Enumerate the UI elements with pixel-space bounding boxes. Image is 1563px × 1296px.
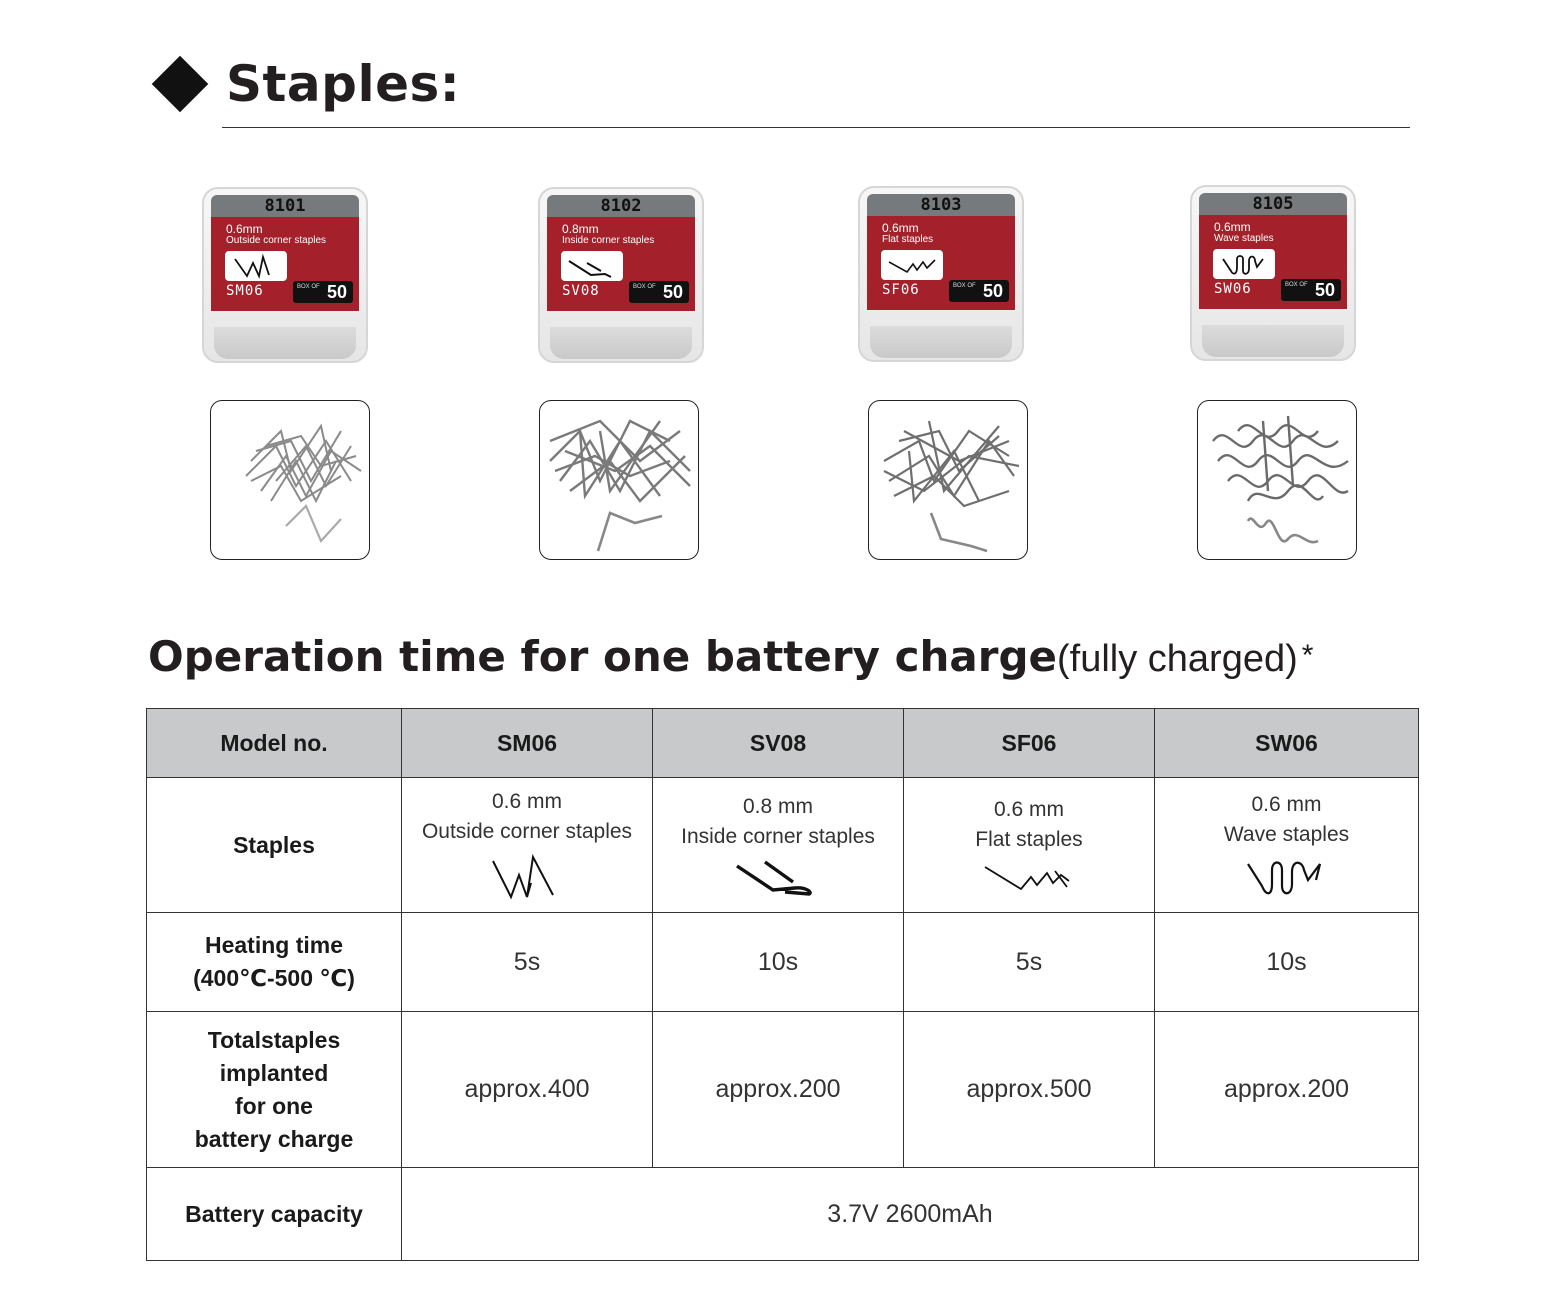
product-count: 50 bbox=[1314, 280, 1335, 300]
product-box-8105 bbox=[1190, 185, 1356, 361]
operation-time-table bbox=[146, 708, 1419, 1261]
header-model-no: Model no. bbox=[147, 709, 402, 778]
product-model: SW06 bbox=[1214, 281, 1252, 297]
table-row-heating bbox=[147, 913, 1419, 1012]
heating-sw06: 10s bbox=[1155, 913, 1419, 1012]
table-title-main: Operation time for one battery charge bbox=[148, 632, 1057, 681]
product-code: 8101 bbox=[211, 195, 359, 217]
staple-type: Inside corner staples bbox=[681, 825, 875, 848]
staple-cell-sm06 bbox=[402, 778, 653, 913]
wave-staple-icon bbox=[1242, 856, 1332, 900]
staple-size: 0.8 mm bbox=[742, 795, 813, 818]
total-sv08: approx.200 bbox=[653, 1012, 904, 1168]
staple-type: Flat staples bbox=[975, 828, 1083, 851]
box-base bbox=[870, 326, 1012, 358]
product-box-8101 bbox=[202, 187, 368, 363]
product-size: 0.6mm bbox=[882, 221, 919, 235]
product-model: SM06 bbox=[226, 283, 264, 299]
count-badge bbox=[293, 281, 353, 303]
total-sf06: approx.500 bbox=[904, 1012, 1155, 1168]
product-desc: Outside corner staples bbox=[226, 235, 327, 246]
row-label-heating bbox=[147, 913, 402, 1012]
staple-type: Outside corner staples bbox=[421, 820, 633, 843]
staple-pile-image bbox=[1198, 401, 1357, 560]
total-label-line3: for one bbox=[235, 1092, 313, 1119]
header-sf06: SF06 bbox=[904, 709, 1155, 778]
row-label-staples: Staples bbox=[147, 778, 402, 913]
product-count: 50 bbox=[326, 282, 347, 302]
staple-photo-sv08 bbox=[539, 400, 699, 560]
header-sv08: SV08 bbox=[653, 709, 904, 778]
heating-sm06: 5s bbox=[402, 913, 653, 1012]
product-label bbox=[211, 217, 359, 311]
product-count: 50 bbox=[982, 281, 1003, 301]
total-label-line1: Totalstaples bbox=[207, 1026, 341, 1053]
total-sm06: approx.400 bbox=[402, 1012, 653, 1168]
heating-label-line1: Heating time bbox=[204, 932, 344, 958]
product-desc: Wave staples bbox=[1214, 233, 1274, 244]
product-model: SV08 bbox=[562, 283, 600, 299]
staple-pile-image bbox=[540, 401, 699, 560]
staple-cell-sv08 bbox=[653, 778, 904, 913]
product-label bbox=[547, 217, 695, 311]
staple-photo-sf06 bbox=[868, 400, 1028, 560]
footnote-star: * bbox=[1301, 638, 1314, 672]
wave-staple-icon bbox=[1213, 249, 1275, 279]
product-box-8102 bbox=[538, 187, 704, 363]
staple-type: Wave staples bbox=[1223, 823, 1350, 846]
total-label-line4: battery charge bbox=[194, 1125, 354, 1152]
product-size: 0.6mm bbox=[226, 222, 263, 236]
count-badge bbox=[629, 281, 689, 303]
product-count: 50 bbox=[662, 282, 683, 302]
product-model: SF06 bbox=[882, 282, 920, 298]
product-box-8103 bbox=[858, 186, 1024, 362]
product-desc: Inside corner staples bbox=[562, 235, 655, 246]
box-of-label: BOX OF bbox=[633, 284, 656, 290]
box-of-label: BOX OF bbox=[953, 283, 976, 289]
header-divider bbox=[222, 127, 1410, 128]
table-row-total bbox=[147, 1012, 1419, 1168]
heating-label-line2: (400℃-500 ℃) bbox=[193, 965, 355, 991]
flat-staple-icon bbox=[881, 250, 943, 280]
battery-capacity-value: 3.7V 2600mAh bbox=[402, 1168, 1419, 1261]
diamond-bullet-icon bbox=[152, 56, 209, 113]
heating-sf06: 5s bbox=[904, 913, 1155, 1012]
table-title bbox=[148, 632, 1313, 681]
box-of-label: BOX OF bbox=[1285, 282, 1308, 288]
table-title-sub: (fully charged) bbox=[1057, 638, 1298, 680]
box-base bbox=[214, 327, 356, 359]
inside-corner-staple-icon bbox=[733, 858, 823, 898]
staple-cell-sf06 bbox=[904, 778, 1155, 913]
flat-staple-icon bbox=[981, 861, 1077, 895]
product-label bbox=[1199, 215, 1347, 309]
staple-pile-image bbox=[211, 401, 370, 560]
staple-photo-sm06 bbox=[210, 400, 370, 560]
product-code: 8103 bbox=[867, 194, 1015, 216]
staple-size: 0.6 mm bbox=[491, 790, 562, 813]
table-row-staples bbox=[147, 778, 1419, 913]
staple-cell-sw06 bbox=[1155, 778, 1419, 913]
total-sw06: approx.200 bbox=[1155, 1012, 1419, 1168]
row-label-total bbox=[147, 1012, 402, 1168]
total-label-line2: implanted bbox=[219, 1059, 329, 1086]
outside-corner-staple-icon bbox=[225, 251, 287, 281]
count-badge bbox=[949, 280, 1009, 302]
staple-size: 0.6 mm bbox=[993, 798, 1064, 821]
staple-size: 0.6 mm bbox=[1251, 793, 1322, 816]
product-size: 0.6mm bbox=[1214, 220, 1251, 234]
table-row-battery bbox=[147, 1168, 1419, 1261]
header-sw06: SW06 bbox=[1155, 709, 1419, 778]
product-label bbox=[867, 216, 1015, 310]
inside-corner-staple-icon bbox=[561, 251, 623, 281]
box-of-label: BOX OF bbox=[297, 284, 320, 290]
table-header-row bbox=[147, 709, 1419, 778]
heating-sv08: 10s bbox=[653, 913, 904, 1012]
staple-photo-sw06 bbox=[1197, 400, 1357, 560]
staple-pile-image bbox=[869, 401, 1028, 560]
box-base bbox=[550, 327, 692, 359]
product-code: 8105 bbox=[1199, 193, 1347, 215]
box-base bbox=[1202, 325, 1344, 357]
section-header bbox=[152, 52, 460, 116]
product-desc: Flat staples bbox=[882, 234, 934, 245]
product-code: 8102 bbox=[547, 195, 695, 217]
count-badge bbox=[1281, 279, 1341, 301]
header-sm06: SM06 bbox=[402, 709, 653, 778]
outside-corner-staple-icon bbox=[487, 853, 567, 903]
product-size: 0.8mm bbox=[562, 222, 599, 236]
row-label-battery: Battery capacity bbox=[147, 1168, 402, 1261]
section-title: Staples: bbox=[226, 55, 461, 113]
